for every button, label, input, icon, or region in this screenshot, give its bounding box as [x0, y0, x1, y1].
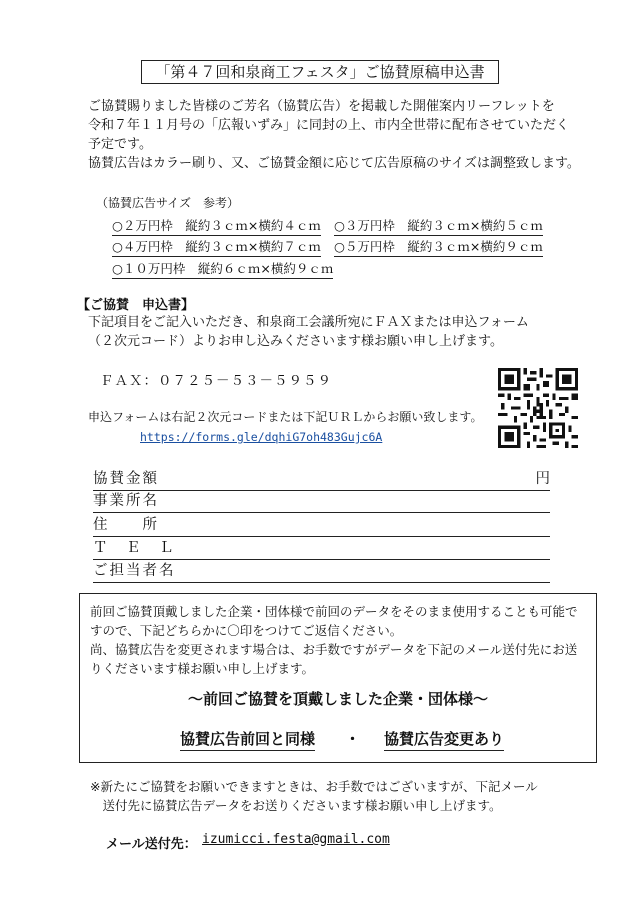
notice-line: りくださいます様お願い申し上げます。 [90, 661, 315, 676]
notice-line: 前回ご協賛頂戴しました企業・団体様で前回のデータをそのまま使用することも可能で [90, 604, 578, 619]
footnote [90, 777, 538, 815]
ad-size-option-100k: ○１０万円枠 縦約６ｃｍ×横約９ｃｍ [112, 261, 333, 279]
field-address[interactable] [93, 514, 550, 537]
intro-line: 協賛広告はカラー刷り、又、ご協賛金額に応じて広告原稿のサイズは調整致します。 [88, 156, 580, 171]
ad-size-option-20k: ○２万円枠 縦約３ｃｍ×横約４ｃｍ [112, 218, 321, 236]
form-note: 申込フォームは右記２次元コードまたは下記ＵＲＬからお願い致します。 [88, 410, 483, 424]
intro-line: 予定です。 [88, 137, 152, 152]
fax-number: ＦＡＸ：０７２５－５３－５９５９ [100, 373, 332, 389]
application-instruction-line: （２次元コード）よりお申し込みくださいます様お願い申し上げます。 [88, 334, 503, 349]
qr-code-icon [498, 368, 578, 448]
field-tel[interactable] [93, 537, 550, 560]
intro-text [88, 97, 588, 173]
field-label: Ｔ Ｅ Ｌ [93, 540, 176, 556]
footnote-line: 送付先に協賛広告データをお送りくださいます様お願い申し上げます。 [90, 798, 502, 813]
application-section-title: 【ご協賛 申込書】 [77, 298, 195, 313]
choice-separator: ・ [345, 730, 361, 748]
choice-ad-changed[interactable]: 協賛広告変更あり [384, 728, 504, 751]
field-label: 協賛金額 [93, 471, 159, 487]
previous-sponsor-heading: ～前回ご協賛を頂戴しました企業・団体様～ [187, 690, 488, 708]
ad-size-option-30k: ○３万円枠 縦約３ｃｍ×横約５ｃｍ [334, 218, 543, 236]
application-instruction-line: 下記項目をご記入いただき、和泉商工会議所宛にＦＡＸまたは申込フォーム [88, 315, 529, 330]
previous-sponsor-notice-text [90, 602, 578, 678]
choice-same-as-previous[interactable]: 協賛広告前回と同様 [180, 728, 315, 751]
field-label: 事業所名 [93, 493, 159, 509]
footnote-line: ※新たにご協賛をお願いできますときは、お手数ではございますが、下記メール [90, 779, 538, 794]
field-label: 住 所 [93, 517, 159, 533]
field-sponsorship-amount[interactable] [93, 468, 550, 491]
application-instructions [88, 313, 529, 351]
field-unit-yen: 円 [535, 471, 550, 487]
field-contact-person[interactable] [93, 560, 550, 583]
mail-address-link[interactable]: izumicci.festa@gmail.com [202, 832, 390, 847]
notice-line: すので、下記どちらかに〇印をつけてご返信ください。 [90, 623, 403, 638]
intro-line: ご協賛賜りました皆様のご芳名（協賛広告）を掲載した開催案内リーフレットを [88, 99, 555, 114]
field-label: ご担当者名 [93, 563, 176, 579]
form-url-link[interactable]: https://forms.gle/dqhiG7oh483Gujc6A [140, 430, 383, 444]
notice-line: 尚、協賛広告を変更されます場合は、お手数ですがデータを下記のメール送付先にお送 [90, 642, 578, 657]
ad-size-option-40k: ○４万円枠 縦約３ｃｍ×横約７ｃｍ [112, 239, 321, 257]
field-business-name[interactable] [93, 490, 550, 513]
document-title: 「第４７回和泉商工フェスタ」ご協賛原稿申込書 [141, 60, 499, 84]
ad-size-header: （協賛広告サイズ 参考） [96, 196, 240, 210]
intro-line: 令和７年１１月号の「広報いずみ」に同封の上、市内全世帯に配布させていただく [88, 118, 570, 133]
mail-label: メール送付先： [106, 837, 197, 852]
ad-size-option-50k: ○５万円枠 縦約３ｃｍ×横約９ｃｍ [334, 239, 543, 257]
